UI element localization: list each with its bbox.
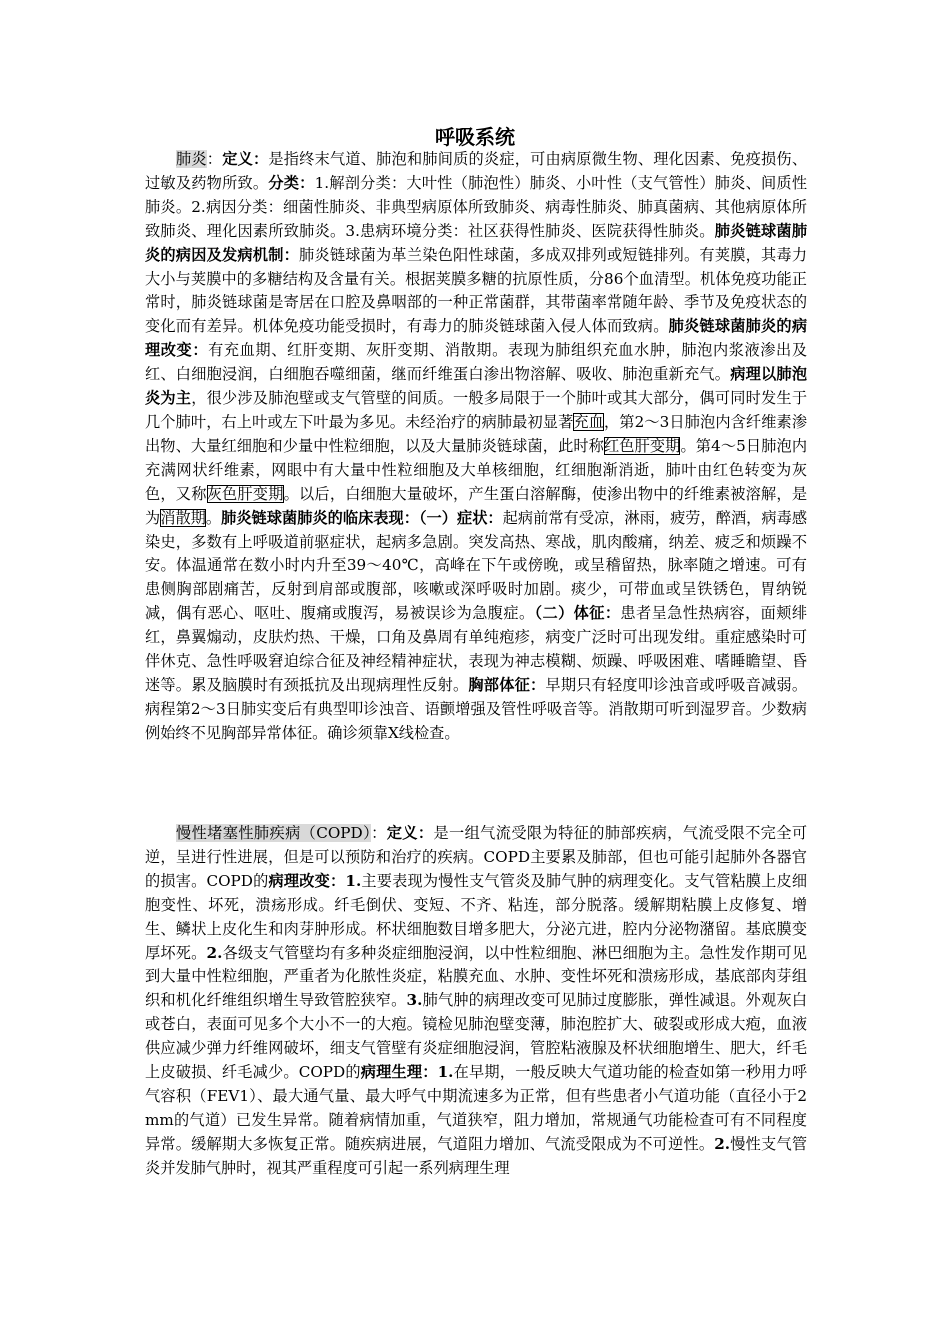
text: 患者呈急性热病容，面颊绯红，鼻翼煽动，皮肤灼热、干燥，口角及鼻周有单纯疱疹，病变广泛时可出现发绀。重症感染时可伴休克、急性呼吸窘迫综合征及神经精神症状，表现为神志模糊、烦躁、呼吸困难、嗜睡瞻望、昏迷等。累及脑膜时有颈抵抗及出现病理性反射。 — [145, 604, 808, 694]
label-classification: 分类： — [268, 173, 315, 192]
list-number: 3. — [406, 991, 423, 1010]
text: 。以后，白细胞大量破坏，产生蛋白溶解酶，使渗出物中的纤维素被溶解，是为 — [145, 484, 808, 527]
text: ，很少涉及肺泡壁或支气管壁的间质。一般多局限于一个肺叶或其大部分，偶可同时发生于几个肺叶，右上叶或左下叶最为多见。未经治疗的病肺最初显著 — [145, 389, 808, 431]
page-title: 呼吸系统 — [435, 125, 515, 149]
text: 。第4～5日肺泡内充满网状纤维素，网眼中有大量中性粒细胞及大单核细胞，红细胞渐消逝，肺叶由红色转变为灰色，又称 — [145, 436, 808, 503]
label-clinical: 肺炎链球菌肺炎的 — [221, 508, 343, 527]
text: 有充血期、红肝变期、灰肝变期、消散期。表现为肺组织充血水肿，肺泡内浆液渗出及红、白细胞浸润，白细胞吞噬细菌，继而纤维蛋白渗出物溶解、吸收、肺泡重新充气。 — [145, 341, 808, 384]
paragraph-pneumonia — [145, 148, 807, 746]
list-number: 1. — [437, 1063, 454, 1082]
text: 慢性支气管炎并发肺气肿时，视其严重程度可引起一系列病理生理 — [145, 1134, 808, 1177]
text: 肺炎链球菌为革兰染色阳性球菌，多成双排列或短链排列。有荚膜，其毒力大小与荚膜中的多糖结构及含量有关。根据荚膜多糖的抗原性质，分86个血清型。机体免疫功能正常时，肺炎链球菌是寄居在口腔及鼻咽部的一种正常菌群，其带菌率常随年龄、季节及免疫状态的变化而有差异。机体免疫功能受损时，有毒力的肺炎链球菌入侵人体而致病。 — [145, 245, 808, 336]
boxed-term-red-hepatization: 红色肝变期 — [603, 436, 681, 455]
text: 是指终末气道、肺泡和肺间质的炎症，可由病原微生物、理化因素、免疫损伤、过敏及药物所致。 — [145, 150, 808, 192]
boxed-term-gray-hepatization: 灰色肝变期 — [206, 484, 284, 503]
text: 各级支气管壁均有多种炎症细胞浸润，以中性粒细胞、淋巴细胞为主。急性发作期可见到大量中性粒细胞，严重者为化脓性炎症，粘膜充血、水肿、变性坏死和溃疡形成，基底部肉芽组织和机化纤维组织增生导致管腔狭窄。 — [145, 943, 808, 1010]
text: 肺气肿的病理改变可见肺过度膨胀，弹性减退。外观灰白或苍白，表面可见多个大小不一的大疱。镜检见肺泡壁变薄，肺泡腔扩大、破裂或形成大疱，血液供应减少弹力纤维网破坏，细支气管壁有炎症细胞浸润，管腔粘液腺及杯状细胞增生、肥大，纤毛上皮破损、纤毛减少。COPD的 — [145, 991, 808, 1082]
text: 。 — [205, 508, 222, 527]
text: ，第2～3日肺泡内含纤维素渗出物、大量红细胞和少量中性粒细胞，以及大量肺炎链球菌，此时称 — [145, 412, 808, 455]
boxed-term-resolution: 消散期 — [160, 508, 206, 527]
text: 起病前常有受凉，淋雨，疲劳，醉酒，病毒感染史，多数有上呼吸道前驱症状，起病多急剧。突发高热、寒战，肌肉酸痛，纳差、疲乏和烦躁不安。体温通常在数小时内升至39～40℃，高峰在下午或傍晚，或呈稽留热，脉率随之增速。可有患侧胸部剧痛苦，反射到肩部或腹部，咳嗽或深呼吸时加剧。痰少，可带血或呈铁锈色，胃纳锐减，偶有恶心、呕吐、腹痛或腹泻，易被误诊为急腹症。 — [145, 508, 807, 623]
list-number: 2. — [206, 943, 223, 962]
text: 1.解剖分类：大叶性（肺泡性）肺炎、小叶性（支气管性）肺炎、间质性肺炎。2.病因分类：细菌性肺炎、非典型病原体所致肺炎、病毒性肺炎、肺真菌病、其他病原体所致肺炎、理化因素所致肺炎。3.患病环境分类：社区获得性肺炎、医院获得性肺炎。 — [145, 173, 808, 240]
label-pathophysiology: 病理生理： — [360, 1063, 438, 1082]
text: 是一组气流受限为特征的肺部疾病，气流受限不完全可逆，呈进行性进展，但是可以预防和治疗的疾病。COPD主要累及肺部，但也可能引起肺外各器官的损害。COPD的 — [145, 824, 808, 890]
boxed-term-congestion: 充血 — [573, 412, 604, 431]
text: ： — [206, 150, 223, 168]
term-copd: 慢性堵塞性肺疾病（COPD） — [176, 824, 372, 842]
list-number: 2. — [714, 1134, 731, 1153]
label-signs: （二）体征： — [534, 604, 621, 623]
text: 在早期，一般反映大气道功能的检查如第一秒用力呼气容积（FEV1）、最大通气量、最大呼气中期流速多为正常，但有些患者小气道功能（直径小于2mm的气道）已发生异常。随着病情加重，气道狭窄，阻力增加，常规通气功能检查可有不同程度异常。缓解期大多恢复正常。随疾病进展，气道阻力增加、气流受限成为不可逆性。 — [145, 1063, 808, 1153]
label-chest-signs: 胸部体征： — [468, 675, 546, 694]
paragraph-copd — [145, 822, 807, 1181]
label-etiology: 肺炎链球菌肺炎的病因及发病机制： — [145, 221, 808, 264]
text: 早期只有轻度叩诊浊音或呼吸音减弱。病程第2～3日肺实变后有典型叩诊浊音、语颤增强及管性呼吸音等。消散期可听到湿罗音。少数病例始终不见胸部异常体征。确诊须靠X线检查。 — [145, 675, 808, 742]
label-pathology-alveolitis: 病理以肺泡炎为主 — [145, 365, 808, 408]
term-pneumonia: 肺炎 — [176, 150, 207, 168]
label-definition: 定义： — [222, 150, 269, 168]
label-pathology: 病理改变： — [268, 871, 346, 890]
text: 主要表现为慢性支气管炎及肺气肿的病理变化。支气管粘膜上皮细胞变性、坏死，溃疡形成。纤毛倒伏、变短、不齐、粘连，部分脱落。缓解期粘膜上皮修复、增生、鳞状上皮化生和肉芽肿形成。杯状细胞数目增多肥大，分泌亢进，腔内分泌物潴留。基底膜变厚坏死。 — [145, 871, 808, 962]
label-definition: 定义： — [386, 824, 434, 842]
text: ： — [371, 824, 387, 842]
label-clinical-symptoms: 临床表现：（一）症状： — [342, 508, 503, 527]
label-pathology: 肺炎链球菌肺炎的病理改变： — [145, 317, 808, 360]
list-number: 1. — [345, 871, 362, 890]
